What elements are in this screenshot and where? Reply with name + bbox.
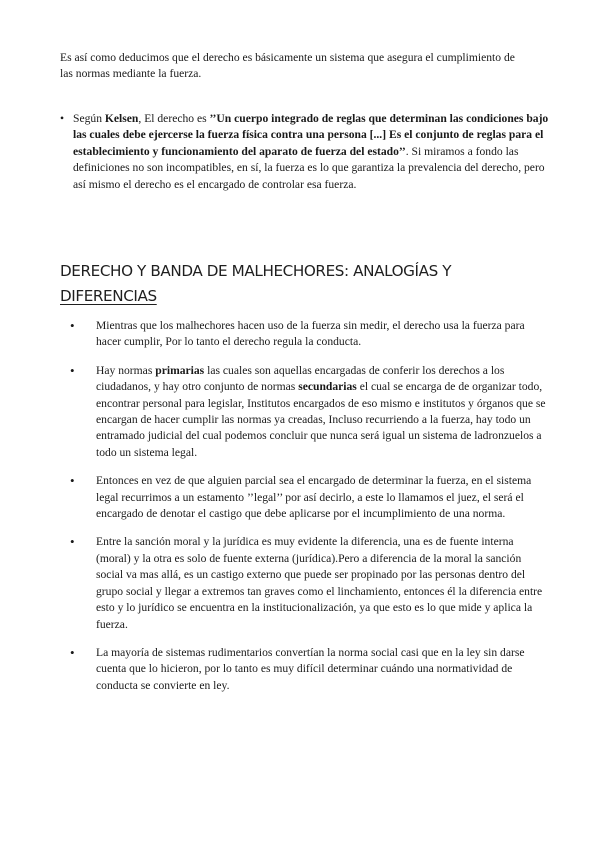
kelsen-name: Kelsen bbox=[104, 112, 139, 125]
list-item bbox=[70, 318, 550, 351]
analogies-list bbox=[70, 318, 550, 706]
bullet-marker: • bbox=[60, 112, 65, 125]
intro-paragraph: Es así como deducimos que el derecho es básicamente un sistema que asegura el cumplimiento de las normas mediante la fuerza. bbox=[60, 51, 515, 81]
kelsen-post: . Si miramos a fondo las definiciones no son incompatibles, en sí, la fuerza es lo que garantiza la prevalencia del derecho, pero así mismo el derecho es el encargado de controlar esa fuerza. bbox=[73, 144, 545, 191]
bullet-text-2a: Hay normas bbox=[96, 363, 156, 377]
list-item bbox=[70, 645, 550, 694]
kelsen-quote: ’’Un cuerpo integrado de reglas que determinan las condiciones bajo las cuales debe ejercerse la fuerza física contra una persona [...] Es el conjunto de reglas para el establecimiento y funcionamiento del aparato de fuerza del estado’’ bbox=[73, 112, 549, 158]
kelsen-definition-item bbox=[60, 111, 550, 193]
bullet-text-2b: las cuales son aquellas encargadas de conferir los derechos a los ciudadanos, y hay otro conjunto de normas bbox=[96, 363, 505, 394]
bullet-text-5: La mayoría de sistemas rudimentarios convertían la norma social casi que en la ley sin darse cuenta que lo hicieron, por lo tanto es muy difícil determinar cuándo una normatividad de conducta se convierte en ley. bbox=[96, 645, 525, 692]
bullet-marker: • bbox=[70, 644, 75, 660]
bullet-marker: • bbox=[70, 318, 75, 333]
bullet-text-1: Mientras que los malhechores hacen uso de la fuerza sin medir, el derecho usa la fuerza para hacer cumplir, Por lo tanto el derecho regula la conducta. bbox=[96, 319, 525, 349]
kelsen-pre: Según bbox=[73, 112, 105, 125]
bullet-marker: • bbox=[70, 534, 75, 550]
list-item bbox=[70, 473, 550, 522]
bullet-text-2c: el cual se encarga de de organizar todo, encontrar personal para legislar, Institutos encargados de eso mismo e institutos y órganos que se encargan de hacer cumplir las normas ya creadas, Incluso recurriendo a la fuerza, hay todo un entramado judicial del cual podemos concluir que nunca será igual un sistema de ladronzuelos a todo un sistema legal. bbox=[96, 380, 546, 459]
bullet-bold-primarias: primarias bbox=[155, 363, 205, 377]
bullet-marker: • bbox=[70, 362, 75, 378]
section-heading-line2: DIFERENCIAS bbox=[60, 287, 157, 305]
section-heading-line1: DERECHO Y BANDA DE MALHECHORES: ANALOGÍAS Y bbox=[60, 262, 452, 280]
kelsen-mid: , El derecho es bbox=[138, 112, 210, 125]
bullet-marker: • bbox=[70, 473, 75, 489]
kelsen-list bbox=[60, 111, 550, 193]
list-item bbox=[70, 363, 550, 461]
bullet-text-3: Entonces en vez de que alguien parcial sea el encargado de determinar la fuerza, en el sistema legal recurrimos a un estamento ’’legal’’ por así decirlo, a este lo llamamos el juez, el será el encargado de denotar el castigo que debe aplicarse por el incumplimiento de una norma. bbox=[96, 474, 532, 521]
bullet-text-4: Entre la sanción moral y la jurídica es muy evidente la diferencia, una es de fuente interna (moral) y la otra es solo de fuente externa (jurídica).Pero a diferencia de la moral la sanción social va mas allá, es un castigo externo que puede ser propinado por las personas dentro del grupo social y llegar a extremos tan graves como el linchamiento, entonces él la diferencia entre esto y lo jurídico se encuentra en la institucionalización, ya que esto es lo que mide y aplica la fuerza. bbox=[96, 535, 543, 631]
section-heading bbox=[60, 259, 530, 309]
list-item bbox=[70, 534, 550, 632]
bullet-bold-secundarias: secundarias bbox=[298, 380, 357, 394]
